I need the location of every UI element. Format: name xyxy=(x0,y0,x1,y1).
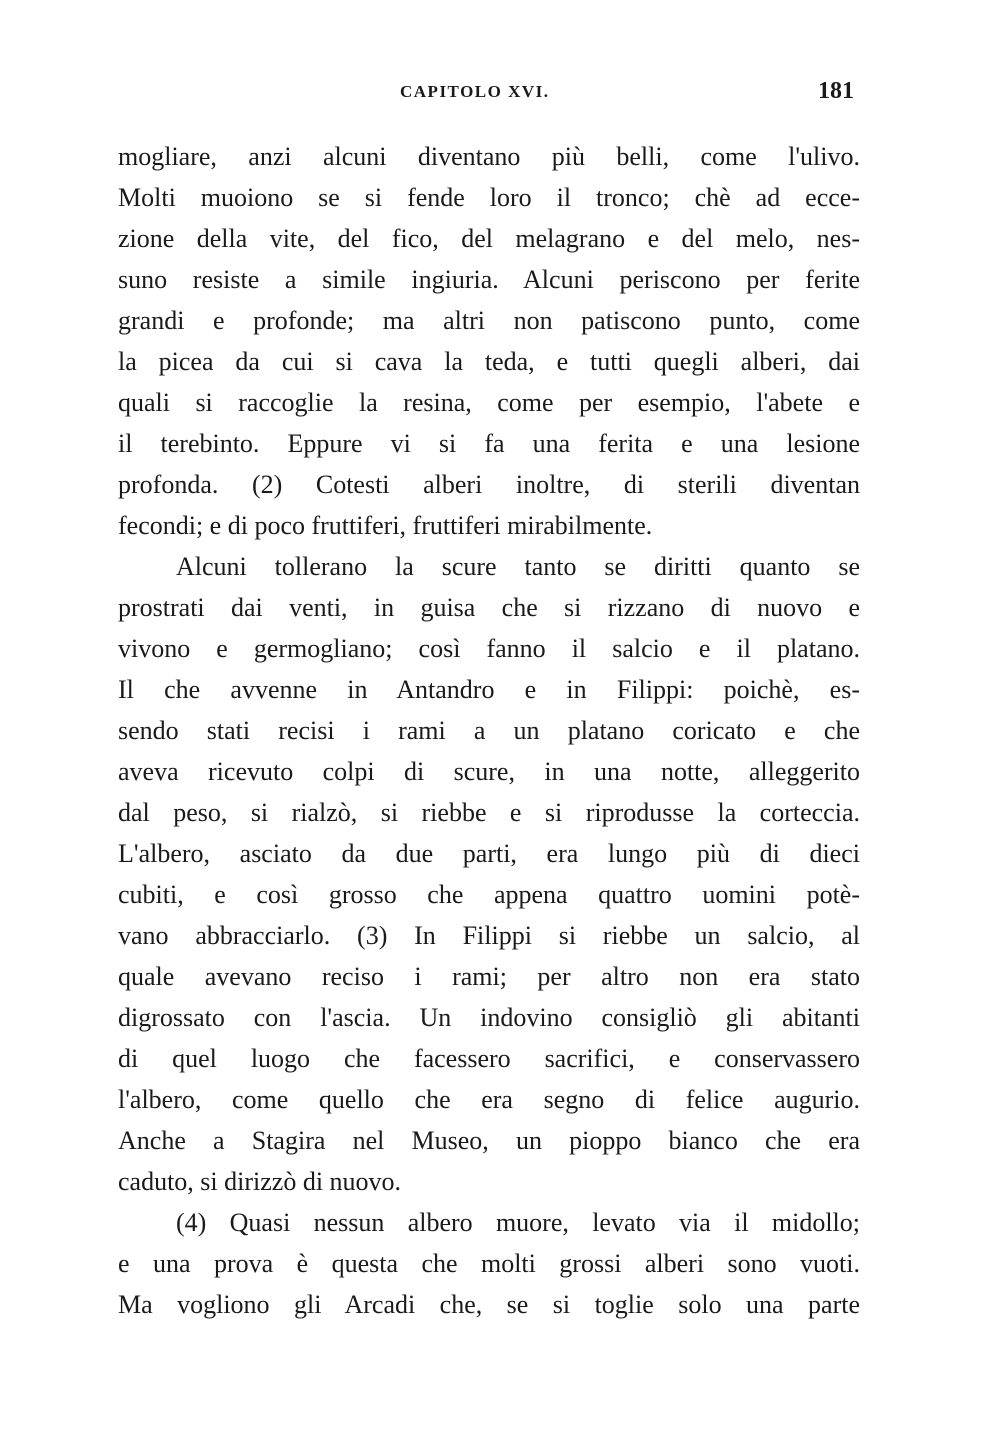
body-text xyxy=(118,136,860,1325)
text-line: suno resiste a simile ingiuria. Alcuni periscono per ferite xyxy=(118,265,860,294)
paragraph xyxy=(118,546,860,1202)
text-line: dal peso, si rialzò, si riebbe e si riprodusse la corteccia. xyxy=(118,798,860,827)
text-line: prostrati dai venti, in guisa che si rizzano di nuovo e xyxy=(118,593,860,622)
text-line: quali si raccoglie la resina, come per esempio, l'abete e xyxy=(118,388,860,417)
text-line: Ma vogliono gli Arcadi che, se si toglie solo una parte xyxy=(118,1290,860,1319)
running-head xyxy=(118,78,860,108)
text-line: l'albero, come quello che era segno di felice augurio. xyxy=(118,1085,860,1114)
text-line: di quel luogo che facessero sacrifici, e conservassero xyxy=(118,1044,860,1073)
text-line: fecondi; e di poco fruttiferi, fruttiferi mirabilmente. xyxy=(118,511,653,540)
text-line: la picea da cui si cava la teda, e tutti quegli alberi, dai xyxy=(118,347,860,376)
text-line: Molti muoiono se si fende loro il tronco; chè ad ecce- xyxy=(118,183,860,212)
text-line: profonda. (2) Cotesti alberi inoltre, di sterili diventan xyxy=(118,470,860,499)
text-line: mogliare, anzi alcuni diventano più belli, come l'ulivo. xyxy=(118,142,860,171)
text-line: aveva ricevuto colpi di scure, in una notte, alleggerito xyxy=(118,757,860,786)
text-line: grandi e profonde; ma altri non patiscono punto, come xyxy=(118,306,860,335)
text-line: Il che avvenne in Antandro e in Filippi: poichè, es- xyxy=(118,675,860,704)
text-line: L'albero, asciato da due parti, era lungo più di dieci xyxy=(118,839,860,868)
paragraph xyxy=(118,136,860,546)
text-line: cubiti, e così grosso che appena quattro uomini potè- xyxy=(118,880,860,909)
text-line: e una prova è questa che molti grossi alberi sono vuoti. xyxy=(118,1249,860,1278)
text-line: vano abbracciarlo. (3) In Filippi si riebbe un salcio, al xyxy=(118,921,860,950)
text-line: zione della vite, del fico, del melagrano e del melo, nes- xyxy=(118,224,860,253)
text-line: digrossato con l'ascia. Un indovino consigliò gli abitanti xyxy=(118,1003,860,1032)
text-line: Anche a Stagira nel Museo, un pioppo bianco che era xyxy=(118,1126,860,1155)
text-line: (4) Quasi nessun albero muore, levato via il midollo; xyxy=(176,1208,860,1237)
text-line: Alcuni tollerano la scure tanto se diritti quanto se xyxy=(176,552,860,581)
text-line: quale avevano reciso i rami; per altro non era stato xyxy=(118,962,860,991)
page-number: 181 xyxy=(818,78,854,104)
chapter-title: CAPITOLO XVI. xyxy=(400,82,550,101)
text-line: il terebinto. Eppure vi si fa una ferita e una lesione xyxy=(118,429,860,458)
text-line: vivono e germogliano; così fanno il salcio e il platano. xyxy=(118,634,860,663)
text-line: sendo stati recisi i rami a un platano coricato e che xyxy=(118,716,860,745)
paragraph xyxy=(118,1202,860,1325)
text-line: caduto, si dirizzò di nuovo. xyxy=(118,1167,402,1196)
